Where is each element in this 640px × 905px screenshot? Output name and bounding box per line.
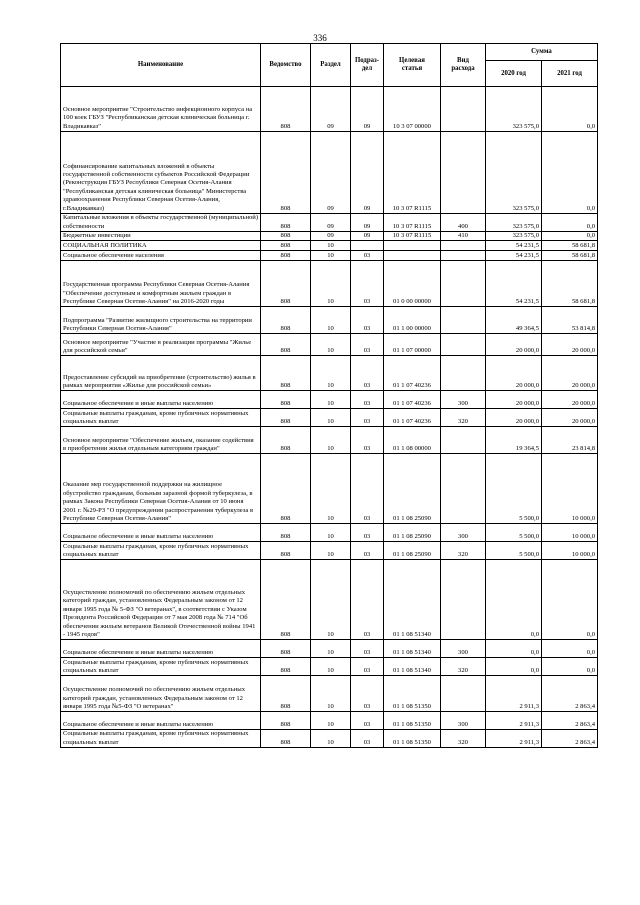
row-vedomstvo: 808 [261, 241, 311, 251]
row-name: Социальное обеспечение населения [61, 251, 261, 261]
row-podrazdel: 09 [351, 132, 384, 214]
row-sum-2020: 19 364,5 [486, 427, 542, 454]
row-razdel: 09 [311, 214, 351, 232]
row-podrazdel [351, 241, 384, 251]
row-name: Государственная программа Республики Северная Осетия-Алания "Обеспечение доступным и комфортным жильем граждан в Республике Северная Осетия-Алания" на 2016-2020 годы [61, 261, 261, 307]
row-sum-2021: 20 000,0 [542, 334, 598, 356]
row-sum-2020: 20 000,0 [486, 409, 542, 427]
row-vid-raskhoda [441, 334, 486, 356]
row-sum-2020: 323 575,0 [486, 132, 542, 214]
row-vedomstvo: 808 [261, 334, 311, 356]
row-sum-2020: 0,0 [486, 640, 542, 658]
row-sum-2021: 2 863,4 [542, 676, 598, 712]
row-sum-2020: 54 231,5 [486, 261, 542, 307]
row-sum-2020: 54 231,5 [486, 251, 542, 261]
row-razdel: 10 [311, 454, 351, 524]
row-razdel: 10 [311, 241, 351, 251]
table-row [61, 214, 598, 232]
page-number: 336 [313, 33, 327, 43]
row-razdel: 10 [311, 640, 351, 658]
table-row [61, 658, 598, 676]
row-razdel: 09 [311, 232, 351, 241]
row-vid-raskhoda: 300 [441, 524, 486, 542]
row-razdel: 10 [311, 712, 351, 730]
row-sum-2020: 5 500,0 [486, 454, 542, 524]
row-tselevaya-statya: 01 1 08 25090 [384, 454, 441, 524]
row-tselevaya-statya: 01 1 08 51340 [384, 640, 441, 658]
row-podrazdel: 03 [351, 730, 384, 748]
row-vedomstvo: 808 [261, 658, 311, 676]
row-sum-2021: 58 681,8 [542, 261, 598, 307]
row-name: Социальные выплаты гражданам, кроме публичных нормативных социальных выплат [61, 730, 261, 748]
row-sum-2020: 5 500,0 [486, 524, 542, 542]
table-row [61, 542, 598, 560]
header-2021: 2021 год [542, 61, 598, 87]
header-name: Наименование [61, 44, 261, 87]
table-row [61, 427, 598, 454]
row-tselevaya-statya: 10 3 07 00000 [384, 87, 441, 132]
table-row [61, 241, 598, 251]
row-razdel: 10 [311, 356, 351, 391]
row-sum-2021: 0,0 [542, 214, 598, 232]
table-row [61, 334, 598, 356]
header-vid-raskhoda: Вид расхода [441, 44, 486, 87]
row-podrazdel: 09 [351, 87, 384, 132]
row-name: Социальное обеспечение и иные выплаты населению [61, 524, 261, 542]
row-sum-2020: 323 575,0 [486, 214, 542, 232]
row-tselevaya-statya [384, 251, 441, 261]
row-vid-raskhoda: 320 [441, 542, 486, 560]
row-sum-2021: 20 000,0 [542, 391, 598, 409]
row-sum-2021: 53 814,8 [542, 307, 598, 334]
table-row [61, 307, 598, 334]
row-vedomstvo: 808 [261, 232, 311, 241]
row-sum-2021: 0,0 [542, 232, 598, 241]
row-sum-2020: 323 575,0 [486, 232, 542, 241]
row-vedomstvo: 808 [261, 542, 311, 560]
table-row [61, 730, 598, 748]
row-podrazdel: 03 [351, 261, 384, 307]
row-sum-2021: 58 681,8 [542, 251, 598, 261]
row-vid-raskhoda: 320 [441, 658, 486, 676]
row-vedomstvo: 808 [261, 640, 311, 658]
row-vid-raskhoda: 320 [441, 730, 486, 748]
row-razdel: 10 [311, 251, 351, 261]
row-sum-2021: 2 863,4 [542, 730, 598, 748]
row-razdel: 10 [311, 676, 351, 712]
row-razdel: 10 [311, 658, 351, 676]
row-tselevaya-statya: 01 1 07 00000 [384, 334, 441, 356]
row-podrazdel: 03 [351, 560, 384, 640]
row-podrazdel: 03 [351, 542, 384, 560]
row-sum-2020: 20 000,0 [486, 334, 542, 356]
row-podrazdel: 03 [351, 712, 384, 730]
row-podrazdel: 03 [351, 427, 384, 454]
row-sum-2020: 2 911,3 [486, 676, 542, 712]
row-sum-2021: 2 863,4 [542, 712, 598, 730]
row-tselevaya-statya [384, 241, 441, 251]
row-vid-raskhoda [441, 454, 486, 524]
row-sum-2021: 0,0 [542, 560, 598, 640]
row-razdel: 10 [311, 427, 351, 454]
row-razdel: 10 [311, 334, 351, 356]
row-name: СОЦИАЛЬНАЯ ПОЛИТИКА [61, 241, 261, 251]
row-name: Социальные выплаты гражданам, кроме публичных нормативных социальных выплат [61, 658, 261, 676]
row-vid-raskhoda: 320 [441, 409, 486, 427]
row-tselevaya-statya: 10 3 07 R1115 [384, 214, 441, 232]
row-podrazdel: 03 [351, 524, 384, 542]
row-name: Основное мероприятие "Строительство инфекционного корпуса на 100 коек ГБУЗ "Республиканская детская клиническая больница г. Владикавказ" [61, 87, 261, 132]
row-podrazdel: 03 [351, 409, 384, 427]
row-podrazdel: 03 [351, 251, 384, 261]
row-name: Основное мероприятие "Участие в реализации программы "Жилье для российской семьи" [61, 334, 261, 356]
table-row [61, 712, 598, 730]
row-vedomstvo: 808 [261, 427, 311, 454]
row-vedomstvo: 808 [261, 676, 311, 712]
row-razdel: 10 [311, 391, 351, 409]
row-sum-2020: 0,0 [486, 560, 542, 640]
header-tselevaya-statya: Целевая статья [384, 44, 441, 87]
row-vid-raskhoda: 300 [441, 712, 486, 730]
row-razdel: 10 [311, 524, 351, 542]
row-vid-raskhoda [441, 676, 486, 712]
row-vid-raskhoda [441, 87, 486, 132]
row-tselevaya-statya: 01 1 08 51350 [384, 676, 441, 712]
row-sum-2020: 20 000,0 [486, 356, 542, 391]
budget-table [60, 43, 598, 748]
table-row [61, 232, 598, 241]
row-vid-raskhoda [441, 427, 486, 454]
row-vid-raskhoda: 400 [441, 214, 486, 232]
header-podrazdel: Подраз- дел [351, 44, 384, 87]
row-vid-raskhoda: 300 [441, 391, 486, 409]
row-sum-2020: 2 911,3 [486, 712, 542, 730]
row-name: Подпрограмма "Развитие жилищного строительства на территории Республики Северная Осетия-Алания" [61, 307, 261, 334]
row-vedomstvo: 808 [261, 251, 311, 261]
row-podrazdel: 03 [351, 307, 384, 334]
row-name: Социальное обеспечение и иные выплаты населению [61, 391, 261, 409]
row-sum-2020: 0,0 [486, 658, 542, 676]
row-vedomstvo: 808 [261, 132, 311, 214]
row-podrazdel: 03 [351, 658, 384, 676]
row-sum-2021: 0,0 [542, 132, 598, 214]
row-tselevaya-statya: 01 1 08 51350 [384, 712, 441, 730]
row-sum-2020: 54 231,5 [486, 241, 542, 251]
row-sum-2021: 10 000,0 [542, 524, 598, 542]
header-summa: Сумма [486, 44, 598, 61]
row-podrazdel: 03 [351, 640, 384, 658]
row-vedomstvo: 808 [261, 261, 311, 307]
row-razdel: 10 [311, 730, 351, 748]
row-vid-raskhoda [441, 560, 486, 640]
row-name: Капитальные вложения в объекты государственной (муниципальной) собственности [61, 214, 261, 232]
header-2020: 2020 год [486, 61, 542, 87]
row-vedomstvo: 808 [261, 409, 311, 427]
table-row [61, 409, 598, 427]
row-sum-2020: 49 364,5 [486, 307, 542, 334]
row-sum-2020: 2 911,3 [486, 730, 542, 748]
row-vid-raskhoda [441, 251, 486, 261]
row-vedomstvo: 808 [261, 712, 311, 730]
row-razdel: 10 [311, 560, 351, 640]
row-tselevaya-statya: 01 1 08 00000 [384, 427, 441, 454]
row-tselevaya-statya: 10 3 07 R1115 [384, 132, 441, 214]
row-name: Софинансирование капитальных вложений в объекты государственной собственности субъектов Российской Федерации (Реконструкция ГБУЗ Республики Северная Осетия-Алания "Республиканская детская клиническая больница" Министерства здравоохранения Республики Северная Осетия-Алания, г.Владикавказ) [61, 132, 261, 214]
row-name: Основное мероприятие "Обеспечение жильем, оказание содействия в приобретении жилья отдельным категориям граждан" [61, 427, 261, 454]
row-tselevaya-statya: 01 1 08 25090 [384, 524, 441, 542]
row-podrazdel: 03 [351, 454, 384, 524]
row-sum-2021: 0,0 [542, 658, 598, 676]
row-podrazdel: 03 [351, 676, 384, 712]
row-vid-raskhoda [441, 132, 486, 214]
row-tselevaya-statya: 01 1 08 51340 [384, 658, 441, 676]
row-name: Оказание мер государственной поддержки на жилищное обустройство гражданам, больным заразной формой туберкулеза, в рамках Закона Республики Северная Осетия-Алания от 10 июня 2001 г. №29-РЗ "О предупреждении распространения туберкулеза в Республике Северная Осетия-Алания" [61, 454, 261, 524]
row-vedomstvo: 808 [261, 730, 311, 748]
row-vid-raskhoda: 410 [441, 232, 486, 241]
row-sum-2021: 10 000,0 [542, 454, 598, 524]
row-vedomstvo: 808 [261, 454, 311, 524]
row-razdel: 09 [311, 132, 351, 214]
row-vid-raskhoda [441, 261, 486, 307]
table-row [61, 391, 598, 409]
row-podrazdel: 09 [351, 214, 384, 232]
header-razdel: Раздел [311, 44, 351, 87]
row-vedomstvo: 808 [261, 560, 311, 640]
table-body [61, 87, 598, 748]
row-podrazdel: 09 [351, 232, 384, 241]
row-razdel: 10 [311, 307, 351, 334]
row-name: Социальное обеспечение и иные выплаты населению [61, 712, 261, 730]
row-sum-2021: 23 814,8 [542, 427, 598, 454]
row-sum-2021: 10 000,0 [542, 542, 598, 560]
table-row [61, 356, 598, 391]
row-razdel: 10 [311, 409, 351, 427]
row-tselevaya-statya: 01 1 07 40236 [384, 391, 441, 409]
row-vedomstvo: 808 [261, 214, 311, 232]
row-tselevaya-statya: 01 1 08 51340 [384, 560, 441, 640]
table-header [61, 44, 598, 87]
row-sum-2020: 20 000,0 [486, 391, 542, 409]
row-vedomstvo: 808 [261, 391, 311, 409]
table-row [61, 261, 598, 307]
row-podrazdel: 03 [351, 391, 384, 409]
row-vid-raskhoda: 300 [441, 640, 486, 658]
row-sum-2021: 20 000,0 [542, 409, 598, 427]
row-sum-2021: 0,0 [542, 640, 598, 658]
row-tselevaya-statya: 01 1 07 40236 [384, 356, 441, 391]
row-tselevaya-statya: 01 1 00 00000 [384, 307, 441, 334]
table-row [61, 524, 598, 542]
row-tselevaya-statya: 01 1 08 25090 [384, 542, 441, 560]
table-row [61, 640, 598, 658]
table-row [61, 676, 598, 712]
header-vedomstvo: Ведомство [261, 44, 311, 87]
row-razdel: 10 [311, 542, 351, 560]
row-vedomstvo: 808 [261, 87, 311, 132]
row-vid-raskhoda [441, 241, 486, 251]
row-tselevaya-statya: 01 0 00 00000 [384, 261, 441, 307]
table-row [61, 560, 598, 640]
row-sum-2020: 323 575,0 [486, 87, 542, 132]
row-name: Предоставление субсидий на приобретение (строительство) жилья в рамках мероприятия «Жилье для российской семьи» [61, 356, 261, 391]
row-sum-2021: 58 681,8 [542, 241, 598, 251]
row-sum-2020: 5 500,0 [486, 542, 542, 560]
table-row [61, 132, 598, 214]
row-tselevaya-statya: 01 1 08 51350 [384, 730, 441, 748]
row-tselevaya-statya: 10 3 07 R1115 [384, 232, 441, 241]
row-name: Социальные выплаты гражданам, кроме публичных нормативных социальных выплат [61, 542, 261, 560]
row-name: Социальное обеспечение и иные выплаты населению [61, 640, 261, 658]
row-podrazdel: 03 [351, 356, 384, 391]
row-razdel: 10 [311, 261, 351, 307]
row-sum-2021: 0,0 [542, 87, 598, 132]
row-vedomstvo: 808 [261, 307, 311, 334]
row-sum-2021: 20 000,0 [542, 356, 598, 391]
row-vedomstvo: 808 [261, 524, 311, 542]
table-row [61, 87, 598, 132]
row-name: Осуществление полномочий по обеспечению жильем отдельных категорий граждан, установленных Федеральным законом от 12 января 1995 года № 5-ФЗ "О ветеранах", в соответствии с Указом Президента Российской Федерации от 7 мая 2008 года № 714 "Об обеспечении жильем ветеранов Великой Отечественной войны 1941 - 1945 годов" [61, 560, 261, 640]
row-tselevaya-statya: 01 1 07 40236 [384, 409, 441, 427]
row-vid-raskhoda [441, 356, 486, 391]
row-name: Социальные выплаты гражданам, кроме публичных нормативных социальных выплат [61, 409, 261, 427]
row-vedomstvo: 808 [261, 356, 311, 391]
table-row [61, 454, 598, 524]
row-vid-raskhoda [441, 307, 486, 334]
row-name: Осуществление полномочий по обеспечению жильем отдельных категорий граждан, установленных Федеральным законом от 12 января 1995 года №5-ФЗ "О ветеранах" [61, 676, 261, 712]
row-podrazdel: 03 [351, 334, 384, 356]
table-row [61, 251, 598, 261]
row-razdel: 09 [311, 87, 351, 132]
row-name: Бюджетные инвестиции [61, 232, 261, 241]
